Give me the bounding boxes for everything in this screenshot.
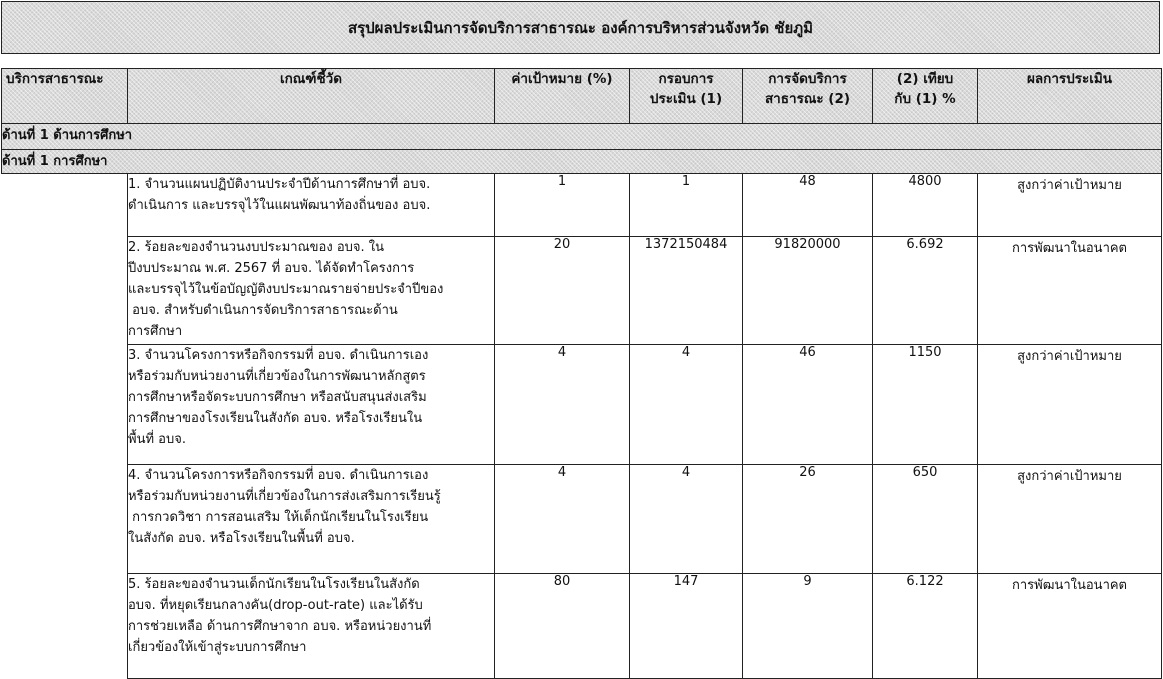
indicator-cell — [128, 465, 495, 574]
delivery-cell: 9 — [743, 574, 873, 679]
indicator-line: เกี่ยวข้องให้เข้าสู่ระบบการศึกษา — [128, 640, 307, 655]
framework-cell: 147 — [630, 574, 743, 679]
section-row-aspect — [2, 124, 1162, 150]
result-cell: สูงกว่าค่าเป้าหมาย — [978, 345, 1162, 465]
header-indicator: เกณฑ์ชี้วัด — [128, 69, 495, 124]
indicator-line: ดำเนินการ และบรรจุไว้ในแผนพัฒนาท้องถิ่นของ อบจ. — [128, 198, 431, 213]
target-cell: 1 — [495, 174, 630, 237]
header-result: ผลการประเมิน — [978, 69, 1162, 124]
indicator-line: การศึกษาหรือจัดระบบการศึกษา หรือสนับสนุนส่งเสริม — [128, 390, 427, 405]
header-delivery — [743, 69, 873, 124]
section-sub-label: ด้านที่ 1 การศึกษา — [2, 150, 1162, 174]
indicator-line: 5. ร้อยละของจำนวนเด็กนักเรียนในโรงเรียนในสังกัด — [128, 577, 420, 592]
delivery-cell: 91820000 — [743, 237, 873, 345]
indicator-line: 3. จำนวนโครงการหรือกิจกรรมที่ อบจ. ดำเนินการเอง — [128, 348, 429, 363]
indicator-line: การกวดวิชา การสอนเสริม ให้เด็กนักเรียนในโรงเรียน — [128, 510, 429, 525]
result-cell: สูงกว่าค่าเป้าหมาย — [978, 174, 1162, 237]
indicator-line: หรือร่วมกับหน่วยงานที่เกี่ยวข้องในการพัฒนาหลักสูตร — [128, 369, 426, 384]
indicator-line: 1. จำนวนแผนปฏิบัติงานประจำปีด้านการศึกษาที่ อบจ. — [128, 177, 431, 192]
target-cell: 4 — [495, 465, 630, 574]
header-delivery-line2: สาธารณะ (2) — [764, 91, 851, 107]
table-row — [2, 345, 1162, 465]
table-row — [2, 174, 1162, 237]
target-cell: 20 — [495, 237, 630, 345]
indicator-line: อบจ. ที่หยุดเรียนกลางคัน(drop-out-rate) และได้รับ — [128, 598, 423, 613]
header-service: บริการสาธารณะ — [2, 69, 128, 124]
header-target: ค่าเป้าหมาย (%) — [495, 69, 630, 124]
framework-cell: 4 — [630, 465, 743, 574]
result-cell: สูงกว่าค่าเป้าหมาย — [978, 465, 1162, 574]
indicator-cell — [128, 174, 495, 237]
header-compare-line2: กับ (1) % — [894, 91, 956, 107]
table-header-row — [2, 69, 1162, 124]
report-title: สรุปผลประเมินการจัดบริการสาธารณะ องค์การบริหารส่วนจังหวัด ชัยภูมิ — [1, 1, 1160, 54]
target-cell: 4 — [495, 345, 630, 465]
indicator-cell — [128, 237, 495, 345]
section-aspect-label: ด้านที่ 1 ด้านการศึกษา — [2, 124, 1162, 150]
header-framework-line1: กรอบการ — [658, 71, 714, 87]
indicator-line: ในสังกัด อบจ. หรือโรงเรียนในพื้นที่ อบจ. — [128, 531, 355, 546]
indicator-line: 4. จำนวนโครงการหรือกิจกรรมที่ อบจ. ดำเนินการเอง — [128, 468, 429, 483]
indicator-line: พื้นที่ อบจ. — [128, 432, 186, 447]
header-framework-line2: ประเมิน (1) — [649, 91, 723, 107]
ratio-cell: 650 — [873, 465, 978, 574]
delivery-cell: 46 — [743, 345, 873, 465]
indicator-line: ปีงบประมาณ พ.ศ. 2567 ที่ อบจ. ได้จัดทำโครงการ — [128, 261, 415, 276]
header-compare — [873, 69, 978, 124]
table-row — [2, 237, 1162, 345]
target-cell: 80 — [495, 574, 630, 679]
delivery-cell: 48 — [743, 174, 873, 237]
result-cell: การพัฒนาในอนาคต — [978, 237, 1162, 345]
ratio-cell: 1150 — [873, 345, 978, 465]
indicator-cell — [128, 574, 495, 679]
ratio-cell: 6.122 — [873, 574, 978, 679]
evaluation-table — [1, 68, 1162, 679]
ratio-cell: 6.692 — [873, 237, 978, 345]
ratio-cell: 4800 — [873, 174, 978, 237]
table-row — [2, 465, 1162, 574]
indicator-line: การศึกษา — [128, 324, 183, 339]
header-framework — [630, 69, 743, 124]
delivery-cell: 26 — [743, 465, 873, 574]
indicator-line: 2. ร้อยละของจำนวนงบประมาณของ อบจ. ใน — [128, 240, 385, 255]
table-row — [2, 574, 1162, 679]
indicator-line: และบรรจุไว้ในข้อบัญญัติงบประมาณรายจ่ายประจำปีของ — [128, 282, 444, 297]
indicator-cell — [128, 345, 495, 465]
framework-cell: 1 — [630, 174, 743, 237]
indicator-line: หรือร่วมกับหน่วยงานที่เกี่ยวข้องในการส่งเสริมการเรียนรู้ — [128, 489, 441, 504]
result-cell: การพัฒนาในอนาคต — [978, 574, 1162, 679]
framework-cell: 4 — [630, 345, 743, 465]
section-row-sub — [2, 150, 1162, 174]
indicator-line: การศึกษาของโรงเรียนในสังกัด อบจ. หรือโรงเรียนใน — [128, 411, 423, 426]
header-delivery-line1: การจัดบริการ — [768, 71, 847, 87]
framework-cell: 1372150484 — [630, 237, 743, 345]
indicator-line: อบจ. สำหรับดำเนินการจัดบริการสาธารณะด้าน — [128, 303, 398, 318]
indicator-line: การช่วยเหลือ ด้านการศึกษาจาก อบจ. หรือหน่วยงานที่ — [128, 619, 432, 634]
header-compare-line1: (2) เทียบ — [896, 71, 954, 87]
